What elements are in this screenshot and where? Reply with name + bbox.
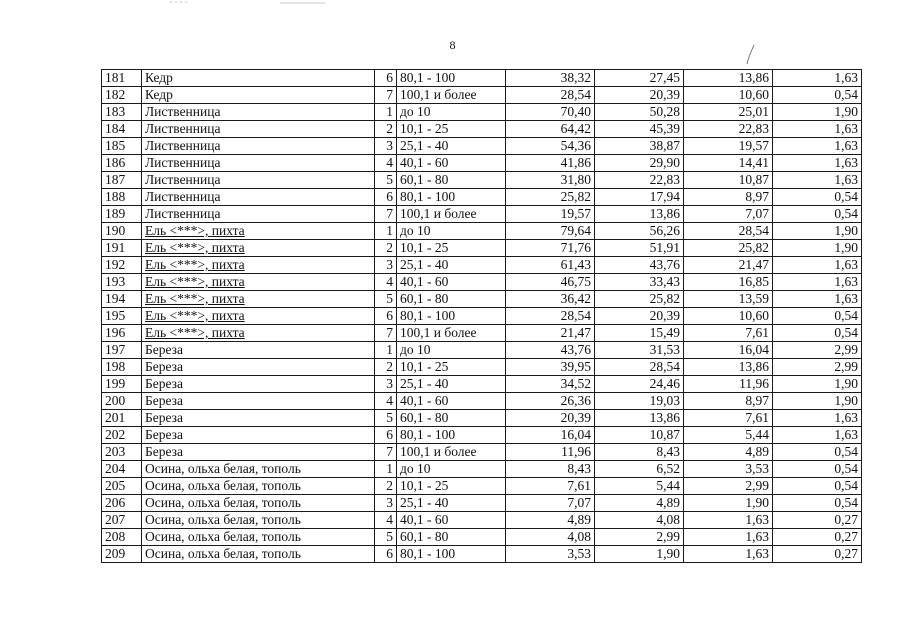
value-4-cell: 1,90 — [773, 393, 862, 410]
value-1-cell: 38,32 — [506, 70, 595, 87]
diameter-range-cell: 80,1 - 100 — [397, 427, 506, 444]
value-4-cell: 1,63 — [773, 121, 862, 138]
species-cell: Ель <***>, пихта — [142, 291, 375, 308]
class-cell: 1 — [375, 223, 397, 240]
value-2-cell: 51,91 — [595, 240, 684, 257]
table-row — [102, 172, 862, 189]
value-2-cell: 4,08 — [595, 512, 684, 529]
value-1-cell: 26,36 — [506, 393, 595, 410]
value-1-cell: 34,52 — [506, 376, 595, 393]
value-2-cell: 4,89 — [595, 495, 684, 512]
row-number-cell: 199 — [102, 376, 142, 393]
class-cell: 6 — [375, 427, 397, 444]
class-cell: 5 — [375, 291, 397, 308]
species-cell: Кедр — [142, 87, 375, 104]
row-number-cell: 188 — [102, 189, 142, 206]
species-cell: Осина, ольха белая, тополь — [142, 546, 375, 563]
table-row — [102, 104, 862, 121]
table-row — [102, 546, 862, 563]
species-cell: Лиственница — [142, 138, 375, 155]
table-row — [102, 512, 862, 529]
class-cell: 7 — [375, 206, 397, 223]
diameter-range-cell: 25,1 - 40 — [397, 376, 506, 393]
value-1-cell: 71,76 — [506, 240, 595, 257]
row-number-cell: 186 — [102, 155, 142, 172]
value-2-cell: 1,90 — [595, 546, 684, 563]
table-row — [102, 359, 862, 376]
value-4-cell: 2,99 — [773, 342, 862, 359]
row-number-cell: 187 — [102, 172, 142, 189]
diameter-range-cell: 40,1 - 60 — [397, 393, 506, 410]
value-3-cell: 10,87 — [684, 172, 773, 189]
value-3-cell: 1,63 — [684, 546, 773, 563]
table-row — [102, 138, 862, 155]
diameter-range-cell: 40,1 - 60 — [397, 155, 506, 172]
row-number-cell: 202 — [102, 427, 142, 444]
species-cell: Кедр — [142, 70, 375, 87]
value-2-cell: 19,03 — [595, 393, 684, 410]
value-1-cell: 8,43 — [506, 461, 595, 478]
value-3-cell: 28,54 — [684, 223, 773, 240]
table-row — [102, 274, 862, 291]
row-number-cell: 191 — [102, 240, 142, 257]
value-3-cell: 8,97 — [684, 189, 773, 206]
class-cell: 1 — [375, 104, 397, 121]
table-row — [102, 121, 862, 138]
species-cell: Береза — [142, 342, 375, 359]
value-3-cell: 10,60 — [684, 87, 773, 104]
value-3-cell: 21,47 — [684, 257, 773, 274]
value-4-cell: 1,63 — [773, 410, 862, 427]
table-body — [102, 70, 862, 563]
value-2-cell: 10,87 — [595, 427, 684, 444]
value-3-cell: 4,89 — [684, 444, 773, 461]
table-row — [102, 308, 862, 325]
species-cell: Лиственница — [142, 172, 375, 189]
species-cell: Ель <***>, пихта — [142, 308, 375, 325]
value-1-cell: 19,57 — [506, 206, 595, 223]
row-number-cell: 198 — [102, 359, 142, 376]
value-2-cell: 13,86 — [595, 410, 684, 427]
class-cell: 5 — [375, 172, 397, 189]
value-2-cell: 17,94 — [595, 189, 684, 206]
species-cell: Береза — [142, 376, 375, 393]
value-3-cell: 5,44 — [684, 427, 773, 444]
class-cell: 4 — [375, 512, 397, 529]
value-1-cell: 43,76 — [506, 342, 595, 359]
species-cell: Береза — [142, 393, 375, 410]
row-number-cell: 203 — [102, 444, 142, 461]
class-cell: 4 — [375, 393, 397, 410]
value-2-cell: 6,52 — [595, 461, 684, 478]
table-row — [102, 495, 862, 512]
table-row — [102, 155, 862, 172]
class-cell: 2 — [375, 478, 397, 495]
value-4-cell: 0,54 — [773, 206, 862, 223]
row-number-cell: 197 — [102, 342, 142, 359]
value-1-cell: 64,42 — [506, 121, 595, 138]
value-1-cell: 16,04 — [506, 427, 595, 444]
value-4-cell: 1,63 — [773, 70, 862, 87]
row-number-cell: 193 — [102, 274, 142, 291]
value-1-cell: 4,08 — [506, 529, 595, 546]
value-3-cell: 7,07 — [684, 206, 773, 223]
row-number-cell: 207 — [102, 512, 142, 529]
value-4-cell: 0,54 — [773, 87, 862, 104]
class-cell: 4 — [375, 274, 397, 291]
value-4-cell: 0,54 — [773, 495, 862, 512]
value-2-cell: 50,28 — [595, 104, 684, 121]
value-3-cell: 16,04 — [684, 342, 773, 359]
value-4-cell: 1,90 — [773, 104, 862, 121]
species-cell: Осина, ольха белая, тополь — [142, 495, 375, 512]
species-cell: Осина, ольха белая, тополь — [142, 512, 375, 529]
class-cell: 5 — [375, 410, 397, 427]
table-row — [102, 461, 862, 478]
table-row — [102, 376, 862, 393]
value-3-cell: 13,86 — [684, 359, 773, 376]
value-4-cell: 1,63 — [773, 172, 862, 189]
class-cell: 3 — [375, 257, 397, 274]
class-cell: 2 — [375, 240, 397, 257]
class-cell: 4 — [375, 155, 397, 172]
value-3-cell: 19,57 — [684, 138, 773, 155]
diameter-range-cell: 80,1 - 100 — [397, 546, 506, 563]
value-2-cell: 15,49 — [595, 325, 684, 342]
row-number-cell: 208 — [102, 529, 142, 546]
row-number-cell: 189 — [102, 206, 142, 223]
value-1-cell: 79,64 — [506, 223, 595, 240]
value-2-cell: 20,39 — [595, 308, 684, 325]
value-1-cell: 28,54 — [506, 308, 595, 325]
diameter-range-cell: 100,1 и более — [397, 87, 506, 104]
species-cell: Ель <***>, пихта — [142, 257, 375, 274]
row-number-cell: 200 — [102, 393, 142, 410]
class-cell: 7 — [375, 325, 397, 342]
value-3-cell: 25,82 — [684, 240, 773, 257]
table-row — [102, 342, 862, 359]
table-row — [102, 70, 862, 87]
diameter-range-cell: 60,1 - 80 — [397, 291, 506, 308]
table-row — [102, 410, 862, 427]
value-4-cell: 1,63 — [773, 138, 862, 155]
value-4-cell: 0,54 — [773, 189, 862, 206]
value-4-cell: 0,27 — [773, 529, 862, 546]
species-cell: Береза — [142, 359, 375, 376]
diameter-range-cell: 10,1 - 25 — [397, 240, 506, 257]
value-2-cell: 28,54 — [595, 359, 684, 376]
value-2-cell: 38,87 — [595, 138, 684, 155]
value-3-cell: 14,41 — [684, 155, 773, 172]
value-2-cell: 13,86 — [595, 206, 684, 223]
class-cell: 7 — [375, 87, 397, 104]
value-1-cell: 41,86 — [506, 155, 595, 172]
value-1-cell: 28,54 — [506, 87, 595, 104]
value-2-cell: 29,90 — [595, 155, 684, 172]
class-cell: 6 — [375, 70, 397, 87]
value-2-cell: 8,43 — [595, 444, 684, 461]
diameter-range-cell: 80,1 - 100 — [397, 308, 506, 325]
class-cell: 3 — [375, 495, 397, 512]
value-1-cell: 3,53 — [506, 546, 595, 563]
class-cell: 2 — [375, 121, 397, 138]
value-2-cell: 20,39 — [595, 87, 684, 104]
table-row — [102, 257, 862, 274]
diameter-range-cell: 100,1 и более — [397, 444, 506, 461]
value-4-cell: 0,54 — [773, 478, 862, 495]
diameter-range-cell: 10,1 - 25 — [397, 121, 506, 138]
value-4-cell: 0,54 — [773, 461, 862, 478]
table-row — [102, 223, 862, 240]
value-4-cell: 0,54 — [773, 308, 862, 325]
value-3-cell: 7,61 — [684, 410, 773, 427]
table-row — [102, 393, 862, 410]
table-row — [102, 240, 862, 257]
diameter-range-cell: 80,1 - 100 — [397, 189, 506, 206]
row-number-cell: 195 — [102, 308, 142, 325]
row-number-cell: 192 — [102, 257, 142, 274]
class-cell: 3 — [375, 376, 397, 393]
diameter-range-cell: 40,1 - 60 — [397, 512, 506, 529]
value-4-cell: 0,27 — [773, 512, 862, 529]
species-cell: Лиственница — [142, 104, 375, 121]
pen-mark — [744, 44, 758, 66]
species-cell: Ель <***>, пихта — [142, 274, 375, 291]
value-1-cell: 4,89 — [506, 512, 595, 529]
species-cell: Лиственница — [142, 155, 375, 172]
diameter-range-cell: 25,1 - 40 — [397, 495, 506, 512]
class-cell: 3 — [375, 138, 397, 155]
row-number-cell: 204 — [102, 461, 142, 478]
value-3-cell: 8,97 — [684, 393, 773, 410]
row-number-cell: 183 — [102, 104, 142, 121]
value-3-cell: 11,96 — [684, 376, 773, 393]
value-3-cell: 3,53 — [684, 461, 773, 478]
species-cell: Ель <***>, пихта — [142, 240, 375, 257]
value-3-cell: 2,99 — [684, 478, 773, 495]
diameter-range-cell: 25,1 - 40 — [397, 138, 506, 155]
value-2-cell: 2,99 — [595, 529, 684, 546]
value-4-cell: 1,90 — [773, 376, 862, 393]
class-cell: 2 — [375, 359, 397, 376]
value-1-cell: 25,82 — [506, 189, 595, 206]
diameter-range-cell: до 10 — [397, 104, 506, 121]
class-cell: 6 — [375, 308, 397, 325]
diameter-range-cell: 60,1 - 80 — [397, 529, 506, 546]
species-cell: Лиственница — [142, 121, 375, 138]
class-cell: 1 — [375, 461, 397, 478]
row-number-cell: 196 — [102, 325, 142, 342]
table-row — [102, 87, 862, 104]
value-1-cell: 54,36 — [506, 138, 595, 155]
value-1-cell: 11,96 — [506, 444, 595, 461]
species-cell: Ель <***>, пихта — [142, 325, 375, 342]
value-1-cell: 46,75 — [506, 274, 595, 291]
table-row — [102, 444, 862, 461]
species-cell: Осина, ольха белая, тополь — [142, 478, 375, 495]
species-cell: Береза — [142, 444, 375, 461]
species-cell: Лиственница — [142, 206, 375, 223]
table-row — [102, 325, 862, 342]
species-cell: Осина, ольха белая, тополь — [142, 461, 375, 478]
row-number-cell: 190 — [102, 223, 142, 240]
value-4-cell: 1,63 — [773, 155, 862, 172]
value-1-cell: 20,39 — [506, 410, 595, 427]
value-3-cell: 13,86 — [684, 70, 773, 87]
diameter-range-cell: 60,1 - 80 — [397, 410, 506, 427]
row-number-cell: 201 — [102, 410, 142, 427]
value-3-cell: 7,61 — [684, 325, 773, 342]
diameter-range-cell: до 10 — [397, 342, 506, 359]
class-cell: 6 — [375, 189, 397, 206]
value-3-cell: 1,63 — [684, 529, 773, 546]
row-number-cell: 206 — [102, 495, 142, 512]
value-4-cell: 1,90 — [773, 223, 862, 240]
value-2-cell: 33,43 — [595, 274, 684, 291]
class-cell: 7 — [375, 444, 397, 461]
value-1-cell: 7,61 — [506, 478, 595, 495]
diameter-range-cell: до 10 — [397, 223, 506, 240]
species-cell: Береза — [142, 427, 375, 444]
row-number-cell: 209 — [102, 546, 142, 563]
value-3-cell: 1,90 — [684, 495, 773, 512]
value-4-cell: 1,63 — [773, 274, 862, 291]
value-4-cell: 1,63 — [773, 427, 862, 444]
value-2-cell: 27,45 — [595, 70, 684, 87]
row-number-cell: 181 — [102, 70, 142, 87]
diameter-range-cell: 10,1 - 25 — [397, 359, 506, 376]
value-3-cell: 25,01 — [684, 104, 773, 121]
row-number-cell: 185 — [102, 138, 142, 155]
page-number: 8 — [449, 38, 456, 52]
value-4-cell: 1,63 — [773, 257, 862, 274]
species-cell: Осина, ольха белая, тополь — [142, 529, 375, 546]
row-number-cell: 184 — [102, 121, 142, 138]
row-number-cell: 205 — [102, 478, 142, 495]
table-row — [102, 291, 862, 308]
table-row — [102, 478, 862, 495]
value-2-cell: 43,76 — [595, 257, 684, 274]
class-cell: 5 — [375, 529, 397, 546]
diameter-range-cell: 40,1 - 60 — [397, 274, 506, 291]
value-1-cell: 7,07 — [506, 495, 595, 512]
diameter-range-cell: 10,1 - 25 — [397, 478, 506, 495]
table-row — [102, 427, 862, 444]
value-3-cell: 22,83 — [684, 121, 773, 138]
class-cell: 6 — [375, 546, 397, 563]
diameter-range-cell: 100,1 и более — [397, 325, 506, 342]
value-3-cell: 16,85 — [684, 274, 773, 291]
scan-artifact — [150, 0, 350, 6]
value-2-cell: 56,26 — [595, 223, 684, 240]
value-3-cell: 1,63 — [684, 512, 773, 529]
diameter-range-cell: 60,1 - 80 — [397, 172, 506, 189]
table-row — [102, 206, 862, 223]
diameter-range-cell: 80,1 - 100 — [397, 70, 506, 87]
row-number-cell: 194 — [102, 291, 142, 308]
value-1-cell: 31,80 — [506, 172, 595, 189]
species-cell: Береза — [142, 410, 375, 427]
value-4-cell: 0,54 — [773, 444, 862, 461]
table-row — [102, 189, 862, 206]
value-2-cell: 22,83 — [595, 172, 684, 189]
diameter-range-cell: 25,1 - 40 — [397, 257, 506, 274]
value-3-cell: 10,60 — [684, 308, 773, 325]
value-1-cell: 36,42 — [506, 291, 595, 308]
value-4-cell: 0,54 — [773, 325, 862, 342]
value-4-cell: 1,90 — [773, 240, 862, 257]
value-2-cell: 24,46 — [595, 376, 684, 393]
value-2-cell: 31,53 — [595, 342, 684, 359]
class-cell: 1 — [375, 342, 397, 359]
value-2-cell: 5,44 — [595, 478, 684, 495]
value-1-cell: 70,40 — [506, 104, 595, 121]
value-3-cell: 13,59 — [684, 291, 773, 308]
row-number-cell: 182 — [102, 87, 142, 104]
value-2-cell: 45,39 — [595, 121, 684, 138]
species-cell: Лиственница — [142, 189, 375, 206]
value-4-cell: 0,27 — [773, 546, 862, 563]
value-1-cell: 39,95 — [506, 359, 595, 376]
diameter-range-cell: до 10 — [397, 461, 506, 478]
value-1-cell: 21,47 — [506, 325, 595, 342]
data-table — [101, 69, 862, 563]
value-2-cell: 25,82 — [595, 291, 684, 308]
value-1-cell: 61,43 — [506, 257, 595, 274]
table-row — [102, 529, 862, 546]
diameter-range-cell: 100,1 и более — [397, 206, 506, 223]
value-4-cell: 1,63 — [773, 291, 862, 308]
species-cell: Ель <***>, пихта — [142, 223, 375, 240]
value-4-cell: 2,99 — [773, 359, 862, 376]
